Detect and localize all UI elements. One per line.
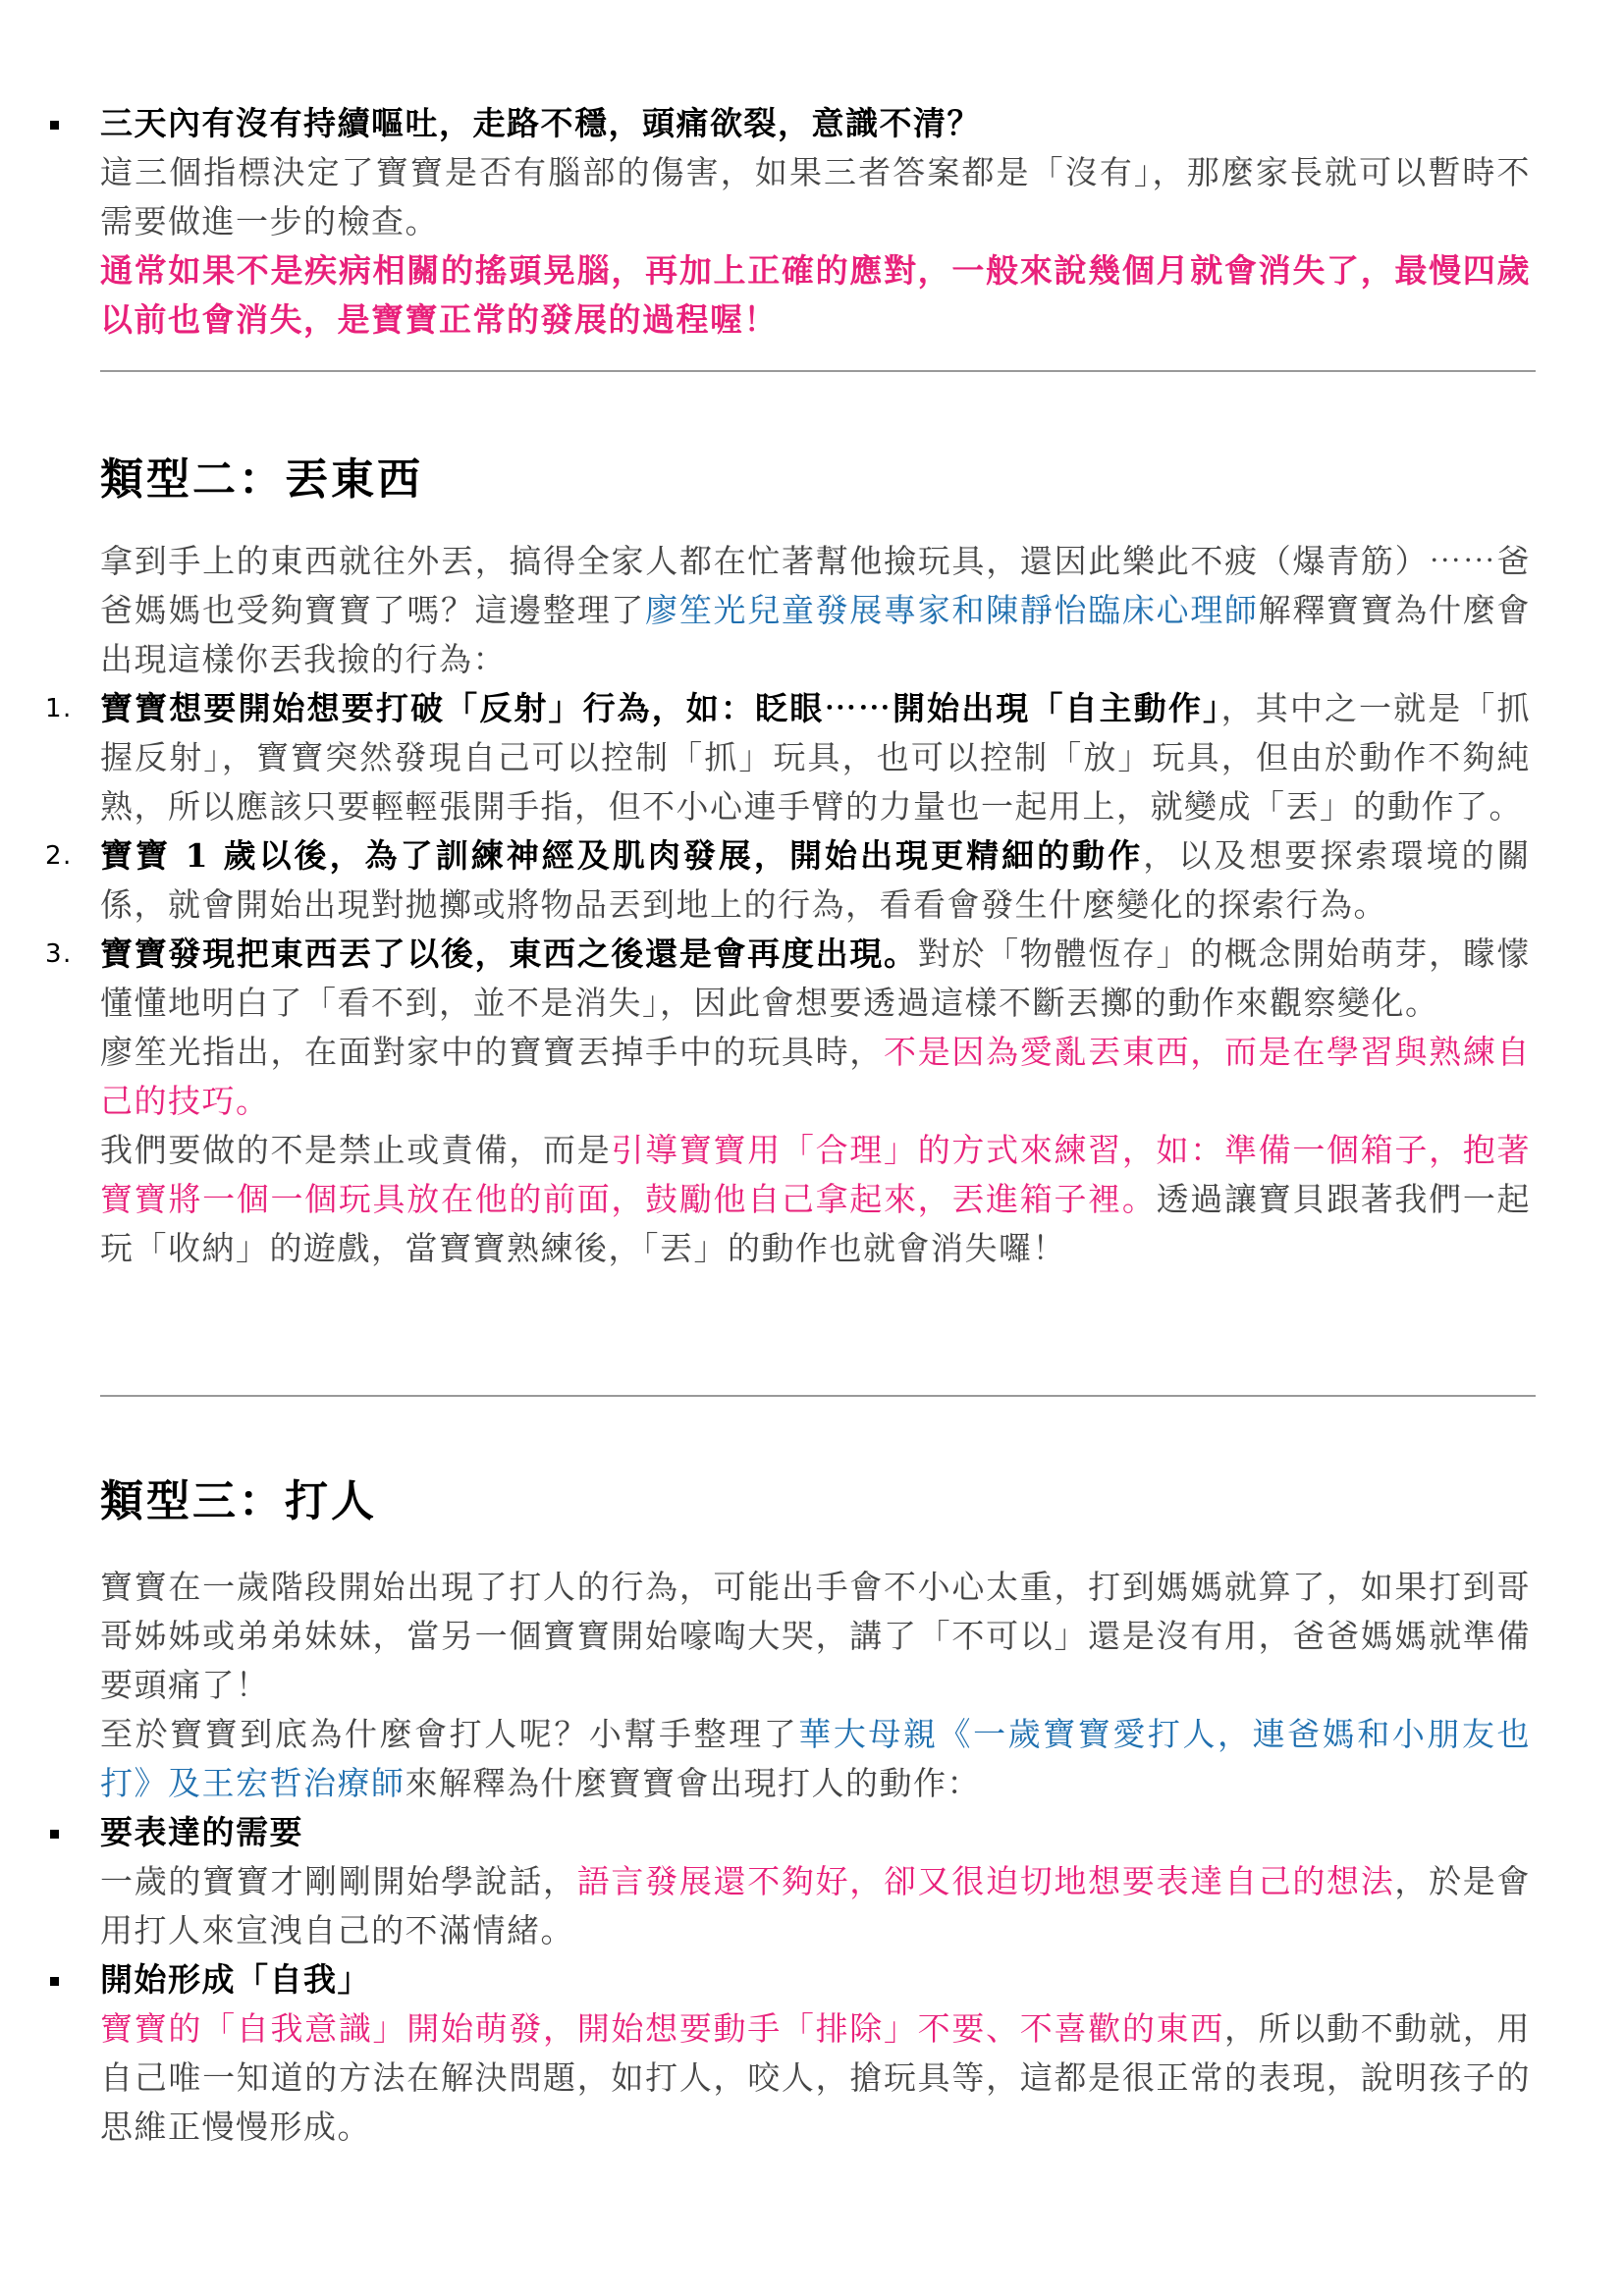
item-number: 2. [45,841,73,871]
bullet-title: 三天內有沒有持續嘔吐，走路不穩，頭痛欲裂，意識不清？ [100,104,981,142]
paragraph-liao [100,1028,1531,1126]
highlight-text: 語言發展還不夠好，卻又很迫切地想要表達自己的想法 [576,1862,1395,1900]
section-heading: 類型二：丟東西 [100,454,423,505]
numbered-item-3 [45,930,1532,1028]
bullet-text-end: ，所以動不動就，用自己唯一知道的方法在解決問題，如打人，咬人，搶玩具等，這都是很正常的表現，說明孩子的思維正慢慢形成。 [100,2009,1532,2146]
item-text: 對於「物體恆存」的概念開始萌芽，矇懞懂懂地明白了「看不到，並不是消失」，因此會想要透過這樣不斷丟擲的動作來觀察變化。 [100,934,1532,1022]
section-throwing [0,451,1624,1273]
item-number: 3. [45,939,73,969]
item-number: 1. [45,694,73,723]
highlight-text: 不是因為愛亂丟東西，而是在學習與熟練自己的技巧。 [100,1033,1532,1120]
highlight-text: 引導寶寶用「合理」的方式來練習，如：準備一個箱子，抱著寶寶將一個一個玩具放在他的前面，鼓勵他自己拿起來，丟進箱子裡。 [100,1131,1532,1218]
sources-paragraph [100,1710,1531,1808]
paragraph-text-end: 透過讓寶貝跟著我們一起玩「收納」的遊戲，當寶寶熟練後，「丟」的動作也就會消失囉！ [100,1180,1532,1267]
item-bold: 寶寶發現把東西丟了以後，東西之後還是會再度出現。 [100,934,918,973]
numbered-item-2 [45,831,1531,930]
paragraph-text: 廖笙光指出，在面對家中的寶寶丟掉手中的玩具時， [100,1033,884,1071]
bullet-text-end: ，於是會用打人來宣洩自己的不滿情緒。 [100,1862,1532,1949]
item-bold: 寶寶想要開始想要打破「反射」行為，如：眨眼⋯⋯開始出現「自主動作」 [100,689,1221,727]
bullet-item-need [100,1808,1531,1955]
bullet-item-self [100,1955,1531,2152]
bullet-text: 一歲的寶寶才剛剛開始學說話， [100,1862,577,1900]
paragraph-text: 我們要做的不是禁止或責備，而是 [100,1131,612,1169]
source-link[interactable]: 華大母親《一歲寶寶愛打人，連爸媽和小朋友也打》及王宏哲治療師 [100,1715,1531,1802]
highlight-text: 寶寶的「自我意識」開始萌發，開始想要動手「排除」不要、不喜歡的東西 [100,2009,1224,2048]
bullet-square-icon [50,1977,59,1986]
section-hitting [0,1472,1624,2152]
intro-text: 拿到手上的東西就往外丟，搞得全家人都在忙著幫他撿玩具，還因此樂此不疲（爆青筋）⋯⋯爸爸媽媽也受夠寶寶了嗎？這邊整理了 [100,542,1531,629]
paragraph-text-end: 來解釋為什麼寶寶會出現打人的動作： [405,1764,981,1802]
section-divider [100,370,1536,372]
numbered-item-1 [45,684,1532,831]
item-bold: 寶寶 1 歲以後，為了訓練神經及肌肉發展，開始出現更精細的動作 [100,836,1144,875]
section-divider [100,1395,1536,1397]
paragraph-text: 至於寶寶到底為什麼會打人呢？小幫手整理了 [100,1715,799,1753]
bullet-square-icon [50,121,59,130]
item-text: ，其中之一就是「抓握反射」，寶寶突然發現自己可以控制「抓」玩具，也可以控制「放」玩具，但由於動作不夠純熟，所以應該只要輕輕張開手指，但不小心連手臂的力量也一起用上，就變成「丟」的動作了。 [100,689,1532,826]
intro-paragraph: 寶寶在一歲階段開始出現了打人的行為，可能出手會不小心太重，打到媽媽就算了，如果打到哥哥姊姊或弟弟妹妹，當另一個寶寶開始嚎啕大哭，講了「不可以」還是沒有用，爸爸媽媽就準備要頭痛了！ [100,1568,1531,1704]
bullet-title: 要表達的需要 [100,1813,303,1851]
section-heading: 類型三：打人 [100,1476,377,1526]
paragraph: 這三個指標決定了寶寶是否有腦部的傷害，如果三者答案都是「沒有」，那麼家長就可以暫時不需要做進一步的檢查。 [100,153,1531,240]
item-text: ，以及想要探索環境的關係，就會開始出現對拋擲或將物品丟到地上的行為，看看會發生什麼變化的探索行為。 [100,836,1531,924]
highlight-paragraph: 通常如果不是疾病相關的搖頭晃腦，再加上正確的應對，一般來說幾個月就會消失了，最慢四歲以前也會消失，是寶寶正常的發展的過程喔！ [100,251,1531,339]
source-link[interactable]: 廖笙光兒童發展專家和陳靜怡臨床心理師 [645,591,1259,629]
bullet-title: 開始形成「自我」 [100,1960,371,1999]
bullet-item [100,99,1531,345]
bullet-square-icon [50,1830,59,1839]
intro-text-end: 解釋寶寶為什麼會出現這樣你丟我撿的行為： [100,591,1532,678]
paragraph-guide [100,1126,1531,1273]
intro-paragraph [100,537,1531,684]
top-section [0,99,1624,345]
